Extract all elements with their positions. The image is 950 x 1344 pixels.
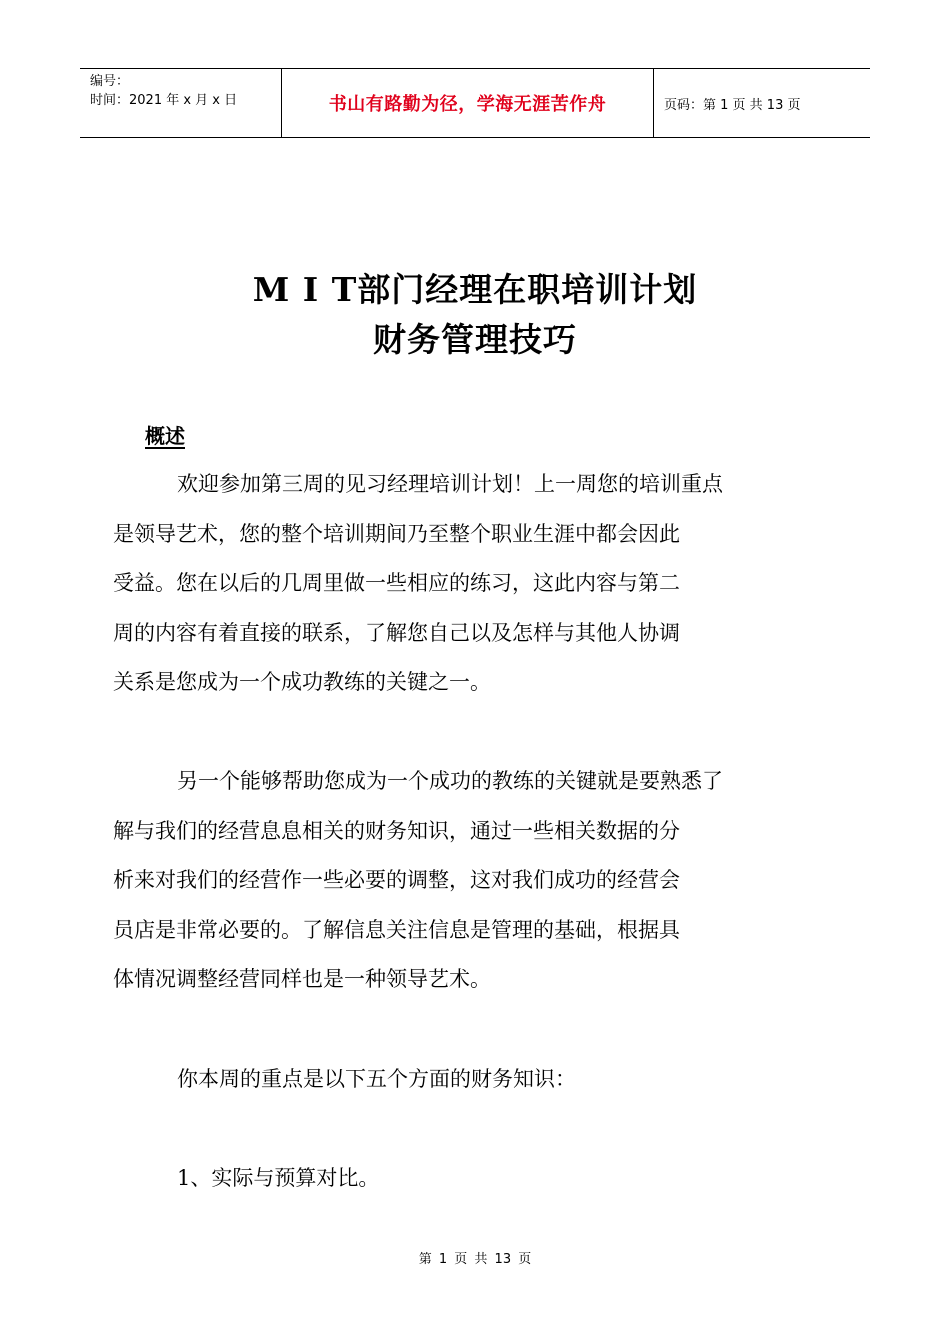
document-title: M I T部门经理在职培训计划 [252,270,698,309]
paragraph-finance [113,757,809,1005]
header-page-code: 页码：第 1 页 共 13 页 [664,97,801,113]
paragraph-line: 你本周的重点是以下五个方面的财务知识： [177,1067,576,1091]
header-meta-cell [80,69,282,137]
list-item-1 [145,1154,809,1204]
paragraph-line: 关系是您成为一个成功教练的关键之一。 [113,670,491,694]
paragraph-line: 员店是非常必要的。了解信息关注信息是管理的基础，根据具 [113,917,680,942]
paragraph-line: 解与我们的经营息息相关的财务知识，通过一些相关数据的分 [113,818,680,843]
paragraph-line: 析来对我们的经营作一些必要的调整，这对我们成功的经营会 [113,868,680,892]
page-footer: 第 1 页 共 13 页 [418,1252,532,1267]
paragraph-line: 欢迎参加第三周的见习经理培训计划！上一周您的培训重点 [177,472,723,496]
header-motto-cell [282,69,654,137]
paragraph-line: 是领导艺术，您的整个培训期间乃至整个职业生涯中都会因此 [113,521,680,546]
header-time-label: 时间：2021 年 x 月 x 日 [90,93,238,108]
paragraph-intro [113,460,809,708]
paragraph-line: 受益。您在以后的几周里做一些相应的练习，这此内容与第二 [113,571,680,595]
paragraph-focus [145,1055,809,1105]
paragraph-line: 另一个能够帮助您成为一个成功的教练的关键就是要熟悉了 [177,769,723,793]
header-number-label: 编号： [90,74,130,89]
document-header [80,68,870,138]
document-subtitle: 财务管理技巧 [373,320,577,359]
section-heading-overview: 概述 [145,424,185,448]
header-motto: 书山有路勤为径，学海无涯苦作舟 [328,94,607,115]
header-page-cell [654,69,870,137]
paragraph-line: 周的内容有着直接的联系，了解您自己以及怎样与其他人协调 [113,620,680,645]
paragraph-line: 体情况调整经营同样也是一种领导艺术。 [113,967,491,991]
list-item-text: 1、实际与预算对比。 [177,1166,380,1190]
